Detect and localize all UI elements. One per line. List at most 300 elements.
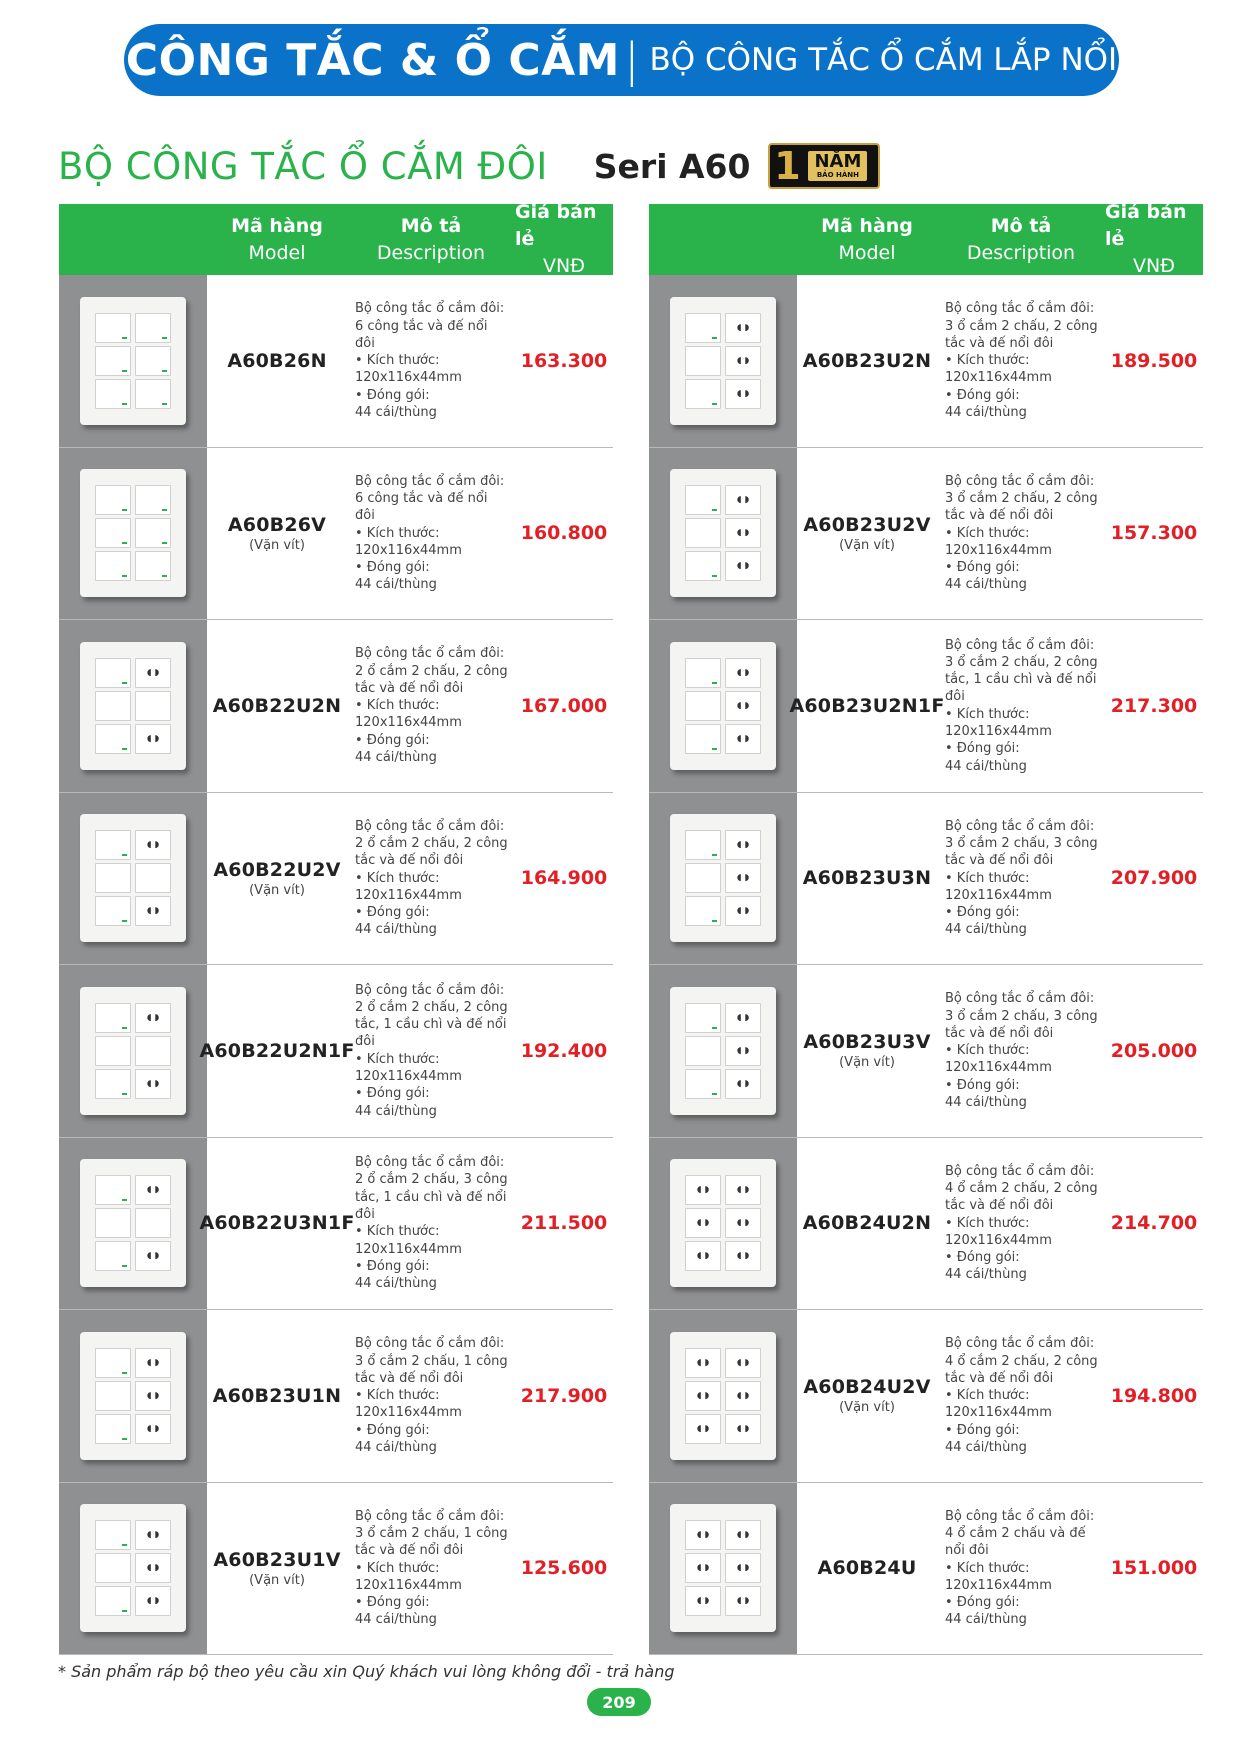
socket-module [135, 1553, 171, 1583]
switch-module [685, 896, 721, 926]
switch-module [685, 485, 721, 515]
description-text: Bộ công tắc ổ cắm đôi: 2 ổ cắm 2 chấu, 2 công tắc và đế nổi đôi • Kích thước: 120x116x44mm • Đóng gói: 44 cái/thùng [355, 646, 508, 765]
switch-module [135, 313, 171, 343]
socket-module [135, 658, 171, 688]
price-cell [515, 965, 613, 1137]
price-cell [515, 448, 613, 620]
plate-inner [95, 1520, 171, 1616]
image-cell [649, 275, 797, 447]
model-cell [797, 1483, 937, 1655]
product-image [80, 1332, 186, 1460]
switch-module [95, 1414, 131, 1444]
plate-column [135, 313, 171, 409]
switch-module [685, 658, 721, 688]
model-code: A60B23U3N [802, 867, 932, 890]
model-code: A60B24U [817, 1557, 917, 1580]
image-cell [649, 1483, 797, 1655]
table-body-left [59, 275, 613, 1655]
socket-module [725, 1586, 761, 1616]
plate-column [135, 658, 171, 754]
socket-module [725, 1003, 761, 1033]
description-cell [347, 448, 515, 620]
description-cell [937, 793, 1105, 965]
plate-column [725, 485, 761, 581]
image-cell [59, 793, 207, 965]
socket-module [725, 1381, 761, 1411]
price-value: 214.700 [1110, 1212, 1198, 1235]
description-cell [937, 448, 1105, 620]
product-image [80, 814, 186, 942]
table-row [649, 1310, 1203, 1483]
socket-module [725, 896, 761, 926]
model-note: (Vặn vít) [839, 537, 895, 553]
socket-module [725, 1241, 761, 1271]
header-price [515, 201, 613, 277]
table-header [59, 201, 613, 277]
plate-column [685, 1348, 721, 1444]
header-desc-sublabel: Description [966, 241, 1076, 264]
image-cell [649, 793, 797, 965]
table-row [59, 620, 613, 793]
description-text: Bộ công tắc ổ cắm đôi: 2 ổ cắm 2 chấu, 3 công tắc, 1 cầu chì và đế nổi đôi • Kích thước: 120x116x44mm • Đóng gói: 44 cái/thùng [355, 1155, 508, 1292]
socket-module [685, 1175, 721, 1205]
socket-module [725, 1208, 761, 1238]
price-value: 151.000 [1110, 1557, 1198, 1580]
header-model-sublabel: Model [248, 241, 306, 264]
price-cell [515, 1483, 613, 1655]
socket-module [725, 1414, 761, 1444]
price-cell [515, 275, 613, 447]
socket-module [725, 691, 761, 721]
model-cell [199, 965, 355, 1137]
plate-inner [95, 658, 171, 754]
blank-module [95, 1208, 131, 1238]
model-cell [797, 793, 937, 965]
model-code: A60B23U1N [212, 1384, 342, 1407]
model-note: (Vặn vít) [249, 1572, 305, 1588]
blank-module [685, 691, 721, 721]
description-cell [347, 793, 515, 965]
model-code: A60B22U2N1F [199, 1039, 355, 1062]
model-code: A60B23U2N1F [789, 694, 945, 717]
price-value: 189.500 [1110, 349, 1198, 372]
image-cell [649, 1138, 797, 1310]
model-note: (Vặn vít) [249, 882, 305, 898]
socket-module [725, 1175, 761, 1205]
socket-module [135, 1069, 171, 1099]
socket-module [685, 1348, 721, 1378]
table-row [59, 448, 613, 621]
product-table-left [59, 201, 613, 1655]
switch-module [95, 1586, 131, 1616]
plate-column [135, 1348, 171, 1444]
description-cell [937, 1483, 1105, 1655]
price-value: 157.300 [1110, 522, 1198, 545]
price-value: 192.400 [520, 1039, 608, 1062]
model-code: A60B22U2N [212, 694, 342, 717]
plate-column [725, 658, 761, 754]
description-text: Bộ công tắc ổ cắm đôi: 6 công tắc và đế nổi đôi • Kích thước: 120x116x44mm • Đóng gói: 44 cái/thùng [355, 301, 505, 420]
socket-module [725, 518, 761, 548]
description-cell [347, 1310, 515, 1482]
blank-module [95, 691, 131, 721]
description-text: Bộ công tắc ổ cắm đôi: 2 ổ cắm 2 chấu, 2 công tắc, 1 cầu chì và đế nổi đôi • Kích thước: 120x116x44mm • Đóng gói: 44 cái/thùng [355, 982, 508, 1119]
table-row [649, 1138, 1203, 1311]
price-value: 167.000 [520, 694, 608, 717]
socket-module [725, 379, 761, 409]
socket-module [135, 830, 171, 860]
price-cell [515, 793, 613, 965]
blank-module [135, 1036, 171, 1066]
blank-module [685, 518, 721, 548]
image-cell [649, 965, 797, 1137]
warranty-word: NĂM [814, 151, 862, 172]
product-image [80, 1159, 186, 1287]
header-separator: | [623, 33, 640, 87]
product-image [80, 1504, 186, 1632]
socket-module [725, 1348, 761, 1378]
model-cell [207, 620, 347, 792]
socket-module [685, 1381, 721, 1411]
plate-column [135, 1175, 171, 1271]
switch-module [135, 346, 171, 376]
model-cell [207, 1483, 347, 1655]
description-cell [347, 1483, 515, 1655]
price-value: 217.900 [520, 1384, 608, 1407]
socket-module [725, 1069, 761, 1099]
product-image [670, 642, 776, 770]
plate-column [685, 1520, 721, 1616]
model-cell [789, 620, 945, 792]
socket-module [725, 724, 761, 754]
model-code: A60B22U3N1F [199, 1212, 355, 1235]
socket-module [685, 1208, 721, 1238]
plate-column [685, 313, 721, 409]
socket-module [135, 724, 171, 754]
header-desc-label: Mô tả [400, 214, 462, 237]
plate-column [725, 1003, 761, 1099]
table-row [59, 275, 613, 448]
price-cell [1105, 1483, 1203, 1655]
switch-module [685, 830, 721, 860]
model-cell [797, 965, 937, 1137]
blank-module [135, 863, 171, 893]
description-cell [937, 275, 1105, 447]
product-image [80, 642, 186, 770]
table-row [649, 275, 1203, 448]
socket-module [685, 1414, 721, 1444]
plate-inner [685, 1003, 761, 1099]
header-description [347, 204, 515, 275]
price-value: 164.900 [520, 867, 608, 890]
table-row [649, 793, 1203, 966]
model-code: A60B23U3V [803, 1031, 931, 1054]
table-row [649, 448, 1203, 621]
description-text: Bộ công tắc ổ cắm đôi: 3 ổ cắm 2 chấu, 2 công tắc và đế nổi đôi • Kích thước: 120x116x44mm • Đóng gói: 44 cái/thùng [945, 301, 1098, 420]
product-image [670, 469, 776, 597]
image-cell [59, 1138, 207, 1310]
socket-module [725, 1520, 761, 1550]
blank-module [135, 691, 171, 721]
model-cell [199, 1138, 355, 1310]
plate-inner [685, 830, 761, 926]
table-row [59, 1310, 613, 1483]
socket-module [135, 1241, 171, 1271]
blank-module [95, 863, 131, 893]
header-description [937, 204, 1105, 275]
plate-inner [685, 1520, 761, 1616]
description-text: Bộ công tắc ổ cắm đôi: 3 ổ cắm 2 chấu, 2 công tắc và đế nổi đôi • Kích thước: 120x116x44mm • Đóng gói: 44 cái/thùng [945, 473, 1098, 593]
socket-module [725, 1036, 761, 1066]
socket-module [135, 1586, 171, 1616]
switch-module [95, 346, 131, 376]
table-row [649, 1483, 1203, 1656]
switch-module [95, 724, 131, 754]
model-code: A60B26N [227, 349, 327, 372]
plate-inner [95, 830, 171, 926]
description-text: Bộ công tắc ổ cắm đôi: 3 ổ cắm 2 chấu, 3 công tắc và đế nổi đôi • Kích thước: 120x116x44mm • Đóng gói: 44 cái/thùng [945, 991, 1098, 1110]
plate-column [725, 1175, 761, 1271]
switch-module [135, 518, 171, 548]
plate-column [685, 1175, 721, 1271]
model-note: (Vặn vít) [839, 1055, 895, 1071]
socket-module [135, 1003, 171, 1033]
switch-module [95, 485, 131, 515]
page-title: BỘ CÔNG TẮC Ổ CẮM ĐÔI [58, 144, 548, 188]
plate-column [135, 1520, 171, 1616]
model-code: A60B26V [227, 513, 327, 536]
plate-column [725, 830, 761, 926]
image-cell [59, 620, 207, 792]
blank-module [95, 1553, 131, 1583]
description-text: Bộ công tắc ổ cắm đôi: 3 ổ cắm 2 chấu, 2 công tắc, 1 cầu chì và đế nổi đôi • Kích thước: 120x116x44mm • Đóng gói: 44 cái/thùng [945, 637, 1098, 774]
socket-module [135, 1348, 171, 1378]
switch-module [95, 518, 131, 548]
blank-module [95, 1036, 131, 1066]
header-model-label: Mã hàng [231, 214, 323, 237]
socket-module [135, 896, 171, 926]
image-cell [59, 965, 207, 1137]
description-cell [937, 965, 1105, 1137]
price-cell [1105, 1138, 1203, 1310]
plate-inner [685, 485, 761, 581]
plate-inner [685, 1175, 761, 1271]
price-cell [1105, 965, 1203, 1137]
price-cell [515, 1310, 613, 1482]
blank-module [685, 346, 721, 376]
switch-module [95, 1175, 131, 1205]
header-main-title: CÔNG TẮC & Ổ CẮM [125, 34, 620, 86]
price-value: 160.800 [520, 522, 608, 545]
price-cell [1105, 793, 1203, 965]
socket-module [725, 830, 761, 860]
model-code: A60B24U2V [803, 1376, 931, 1399]
model-code: A60B22U2V [213, 858, 341, 881]
table-row [649, 620, 1203, 793]
plate-inner [95, 1348, 171, 1444]
model-code: A60B24U2N [802, 1212, 932, 1235]
price-cell [1105, 620, 1203, 792]
plate-inner [95, 313, 171, 409]
image-cell [59, 275, 207, 447]
plate-column [95, 1520, 131, 1616]
plate-inner [95, 1175, 171, 1271]
price-cell [515, 620, 613, 792]
image-cell [649, 1310, 797, 1482]
description-text: Bộ công tắc ổ cắm đôi: 2 ổ cắm 2 chấu, 2 công tắc và đế nổi đôi • Kích thước: 120x116x44mm • Đóng gói: 44 cái/thùng [355, 818, 508, 938]
price-value: 125.600 [520, 1557, 608, 1580]
plate-inner [685, 658, 761, 754]
price-value: 207.900 [1110, 867, 1198, 890]
socket-module [135, 1381, 171, 1411]
image-cell [59, 448, 207, 620]
product-table-right [649, 201, 1203, 1655]
footnote: * Sản phẩm ráp bộ theo yêu cầu xin Quý khách vui lòng không đổi - trả hàng [58, 1662, 675, 1681]
switch-module [95, 658, 131, 688]
switch-module [95, 551, 131, 581]
switch-module [95, 1520, 131, 1550]
model-note: (Vặn vít) [839, 1400, 895, 1416]
plate-column [95, 485, 131, 581]
plate-inner [95, 1003, 171, 1099]
description-cell [347, 1138, 515, 1310]
switch-module [685, 313, 721, 343]
model-note: (Vặn vít) [249, 537, 305, 553]
price-cell [1105, 1310, 1203, 1482]
price-cell [1105, 448, 1203, 620]
price-cell [515, 1138, 613, 1310]
model-cell [207, 448, 347, 620]
image-cell [649, 448, 797, 620]
plate-column [725, 1348, 761, 1444]
plate-inner [685, 313, 761, 409]
plate-column [685, 830, 721, 926]
product-image [80, 297, 186, 425]
product-image [670, 1504, 776, 1632]
description-cell [937, 1138, 1105, 1310]
header-model [797, 204, 937, 275]
socket-module [725, 1553, 761, 1583]
description-text: Bộ công tắc ổ cắm đôi: 3 ổ cắm 2 chấu, 3 công tắc và đế nổi đôi • Kích thước: 120x116x44mm • Đóng gói: 44 cái/thùng [945, 818, 1098, 938]
product-image [670, 987, 776, 1115]
price-value: 194.800 [1110, 1384, 1198, 1407]
socket-module [725, 346, 761, 376]
switch-module [685, 724, 721, 754]
switch-module [95, 830, 131, 860]
blank-module [685, 1036, 721, 1066]
plate-inner [95, 485, 171, 581]
model-code: A60B23U2V [803, 513, 931, 536]
socket-module [685, 1553, 721, 1583]
description-cell [937, 1310, 1105, 1482]
product-image [670, 1332, 776, 1460]
description-text: Bộ công tắc ổ cắm đôi: 6 công tắc và đế nổi đôi • Kích thước: 120x116x44mm • Đóng gói: 44 cái/thùng [355, 473, 505, 593]
switch-module [95, 896, 131, 926]
switch-module [95, 379, 131, 409]
plate-column [725, 1520, 761, 1616]
table-row [59, 965, 613, 1138]
socket-module [725, 485, 761, 515]
plate-column [95, 830, 131, 926]
header-model [207, 204, 347, 275]
table-row [59, 793, 613, 966]
blank-module [95, 1381, 131, 1411]
table-row [59, 1483, 613, 1656]
switch-module [685, 1003, 721, 1033]
model-cell [797, 275, 937, 447]
plate-column [95, 313, 131, 409]
model-cell [797, 1138, 937, 1310]
plate-column [725, 313, 761, 409]
header-image-column [59, 204, 207, 275]
header-image-column [649, 204, 797, 275]
price-value: 205.000 [1110, 1039, 1198, 1062]
model-code: A60B23U1V [213, 1548, 341, 1571]
description-text: Bộ công tắc ổ cắm đôi: 4 ổ cắm 2 chấu, 2 công tắc và đế nổi đôi • Kích thước: 120x116x44mm • Đóng gói: 44 cái/thùng [945, 1163, 1098, 1283]
price-value: 211.500 [520, 1212, 608, 1235]
header-price-label: Giá bán lẻ [515, 201, 597, 250]
image-cell [59, 1310, 207, 1482]
blank-module [135, 1208, 171, 1238]
socket-module [685, 1241, 721, 1271]
price-value: 163.300 [520, 349, 608, 372]
description-text: Bộ công tắc ổ cắm đôi: 4 ổ cắm 2 chấu, 2 công tắc và đế nổi đôi • Kích thước: 120x116x44mm • Đóng gói: 44 cái/thùng [945, 1336, 1098, 1455]
model-cell [207, 1310, 347, 1482]
header-desc-sublabel: Description [376, 241, 486, 264]
socket-module [135, 1520, 171, 1550]
switch-module [95, 313, 131, 343]
blank-module [685, 863, 721, 893]
switch-module [95, 1069, 131, 1099]
plate-column [135, 1003, 171, 1099]
plate-column [685, 658, 721, 754]
table-row [649, 965, 1203, 1138]
header-price-sublabel: VNĐ [1133, 255, 1175, 277]
model-cell [207, 793, 347, 965]
plate-column [685, 1003, 721, 1099]
warranty-sub: BẢO HÀNH [816, 171, 859, 179]
plate-inner [685, 1348, 761, 1444]
switch-module [685, 551, 721, 581]
switch-module [135, 379, 171, 409]
switch-module [95, 1003, 131, 1033]
header-desc-label: Mô tả [990, 214, 1052, 237]
product-image [670, 297, 776, 425]
socket-module [725, 313, 761, 343]
table-header [649, 201, 1203, 277]
page-number: 209 [587, 1688, 651, 1716]
switch-module [685, 1069, 721, 1099]
plate-column [135, 830, 171, 926]
switch-module [95, 1348, 131, 1378]
model-cell [797, 1310, 937, 1482]
socket-module [725, 863, 761, 893]
description-text: Bộ công tắc ổ cắm đôi: 4 ổ cắm 2 chấu và đế nổi đôi • Kích thước: 120x116x44mm • Đóng gói: 44 cái/thùng [945, 1508, 1095, 1628]
warranty-badge [768, 143, 880, 189]
model-cell [797, 448, 937, 620]
description-cell [937, 620, 1105, 792]
switch-module [135, 551, 171, 581]
plate-column [95, 1003, 131, 1099]
title-row [58, 140, 880, 192]
switch-module [95, 1241, 131, 1271]
socket-module [725, 658, 761, 688]
image-cell [649, 620, 797, 792]
price-value: 217.300 [1110, 694, 1198, 717]
description-cell [347, 965, 515, 1137]
plate-column [95, 1348, 131, 1444]
header-model-label: Mã hàng [821, 214, 913, 237]
